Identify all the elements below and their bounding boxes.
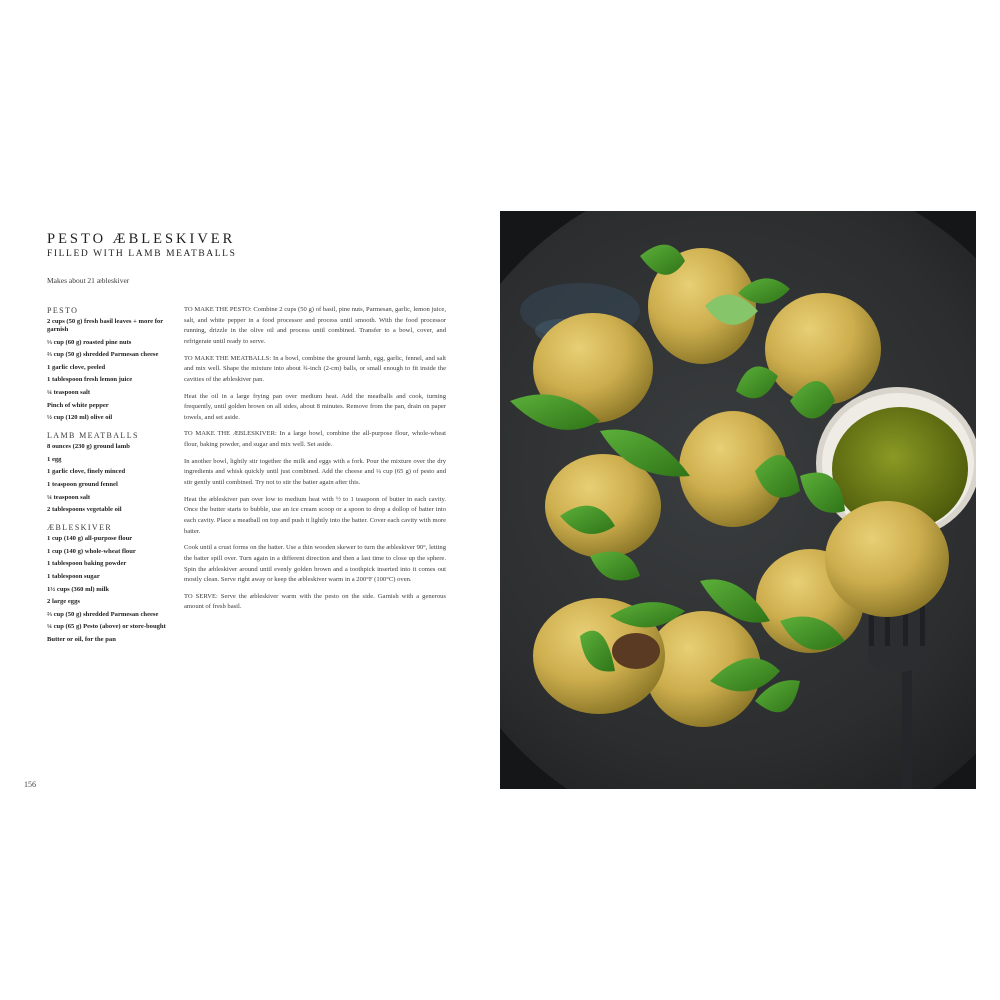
ingredient-item: 1½ cups (360 ml) milk <box>47 585 110 593</box>
pesto-heading: PESTO <box>47 306 79 315</box>
aebleskiver-heading: ÆBLESKIVER <box>47 523 113 533</box>
ingredient-item: 8 ounces (230 g) ground lamb <box>47 443 130 451</box>
method-step: In another bowl, lightly stir together the milk and eggs with a fork. Pour the mixture over the dry ingredients and whisk quickly until just combined. Add the cheese and ¼ cup (65 g) of pesto and stir gently until combined. Try not to stir the batter again after this. <box>184 457 446 487</box>
ingredient-item: 1 teaspoon ground fennel <box>47 480 118 488</box>
meatballs-heading: LAMB MEATBALLS <box>47 431 139 441</box>
ingredient-item: ¼ teaspoon salt <box>47 388 91 396</box>
method-step: TO MAKE THE PESTO: Combine 2 cups (50 g) of basil, pine nuts, Parmesan, garlic, lemon juice, salt, and white pepper in a food processor and process until smooth. With the food processor running, drizzle in the olive oil and process until combined. Transfer to a bowl, cover, and refrigerate until ready to serve. <box>184 306 446 346</box>
ingredient-item: ⅔ cup (50 g) shredded Parmesan cheese <box>47 610 159 618</box>
method-column <box>184 305 446 619</box>
method-step: TO MAKE THE MEATBALLS: In a bowl, combine the ground lamb, egg, garlic, fennel, and salt and mix well. Shape the mixture into about ¾-inch (2-cm) balls, or small enough to fit inside the cavities of the æbleskiver pan. <box>184 354 446 384</box>
ingredient-item: 1 tablespoon baking powder <box>47 560 127 568</box>
aebleskiver-ingredient-list <box>47 535 175 644</box>
ingredient-item: 1 garlic clove, peeled <box>47 363 106 371</box>
ingredient-item: 2 cups (50 g) fresh basil leaves + more for garnish <box>47 318 164 333</box>
ingredient-item: ⅔ cup (50 g) shredded Parmesan cheese <box>47 351 159 359</box>
ingredient-item: 2 tablespoons vegetable oil <box>47 506 122 514</box>
ingredient-item: ⅓ cup (60 g) roasted pine nuts <box>47 338 132 346</box>
ingredient-item: Pinch of white pepper <box>47 401 109 409</box>
method-step: Heat the æbleskiver pan over low to medium heat with ½ to 1 teaspoon of butter in each cavity. Once the butter starts to bubble, use an ice cream scoop or a spoon to drop a dollop of batter into each cavity. Place a meatball on top and push it lightly into the batter. Cover each cavity with more batter. <box>184 495 446 535</box>
meatballs-ingredient-list <box>47 443 175 514</box>
page-number: 156 <box>24 780 36 789</box>
method-step: TO MAKE THE ÆBLESKIVER: In a large bowl, combine the all-purpose flour, whole-wheat flour, baking powder, and sugar and mix well. Set aside. <box>184 430 446 449</box>
ingredients-column <box>47 305 175 652</box>
meatball-cross-section <box>612 633 660 669</box>
ingredient-item: 2 large eggs <box>47 598 80 606</box>
ingredient-item: ¼ cup (65 g) Pesto (above) or store-bought <box>47 623 166 631</box>
ingredient-item: 1 tablespoon fresh lemon juice <box>47 376 133 384</box>
method-step: Cook until a crust forms on the batter. Use a thin wooden skewer to turn the æbleskiver 90°, letting the batter spill over. Turn again in a different direction and then a last time to close up the sphere. Spin the æbleskiver around until evenly golden brown and a toothpick inserted into it comes out mostly clean. Serve right away or keep the æbleskiver warm in a 200°F (100°C) oven. <box>184 544 446 584</box>
ingredient-item: 1 cup (140 g) all-purpose flour <box>47 535 133 543</box>
recipe-photo <box>500 211 976 789</box>
ingredient-item: Butter or oil, for the pan <box>47 635 116 643</box>
recipe-subtitle: FILLED WITH LAMB MEATBALLS <box>47 249 237 259</box>
method-step: Heat the oil in a large frying pan over medium heat. Add the meatballs and cook, turning frequently, until golden brown on all sides, about 8 minutes. Remove from the pan, drain on paper towels, and set aside. <box>184 392 446 421</box>
photo-illustration <box>500 211 976 789</box>
ingredient-item: 1 cup (140 g) whole-wheat flour <box>47 547 136 555</box>
method-step: TO SERVE: Serve the æbleskiver warm with the pesto on the side. Garnish with a generous amount of fresh basil. <box>184 592 446 611</box>
ingredient-item: ½ cup (120 ml) olive oil <box>47 414 113 422</box>
ingredient-item: 1 egg <box>47 455 62 463</box>
ingredient-item: ¼ teaspoon salt <box>47 493 91 501</box>
pesto-ingredient-list <box>47 318 175 422</box>
ingredient-item: 1 tablespoon sugar <box>47 572 100 580</box>
recipe-yield: Makes about 21 æbleskiver <box>47 276 130 285</box>
ingredient-item: 1 garlic clove, finely minced <box>47 468 126 476</box>
recipe-title: PESTO ÆBLESKIVER <box>47 231 236 247</box>
